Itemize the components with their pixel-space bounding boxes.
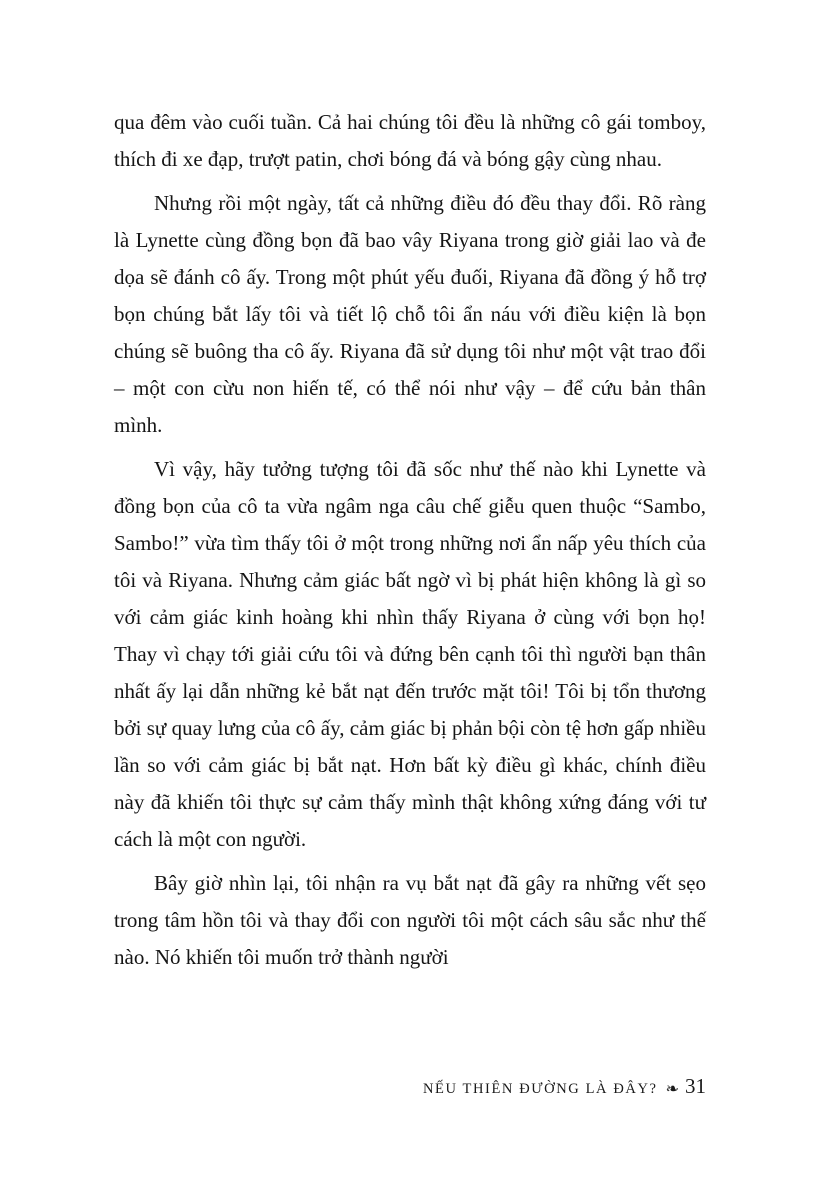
- body-paragraph: qua đêm vào cuối tuần. Cả hai chúng tôi đều là những cô gái tomboy, thích đi xe đạp, trượt patin, chơi bóng đá và bóng gậy cùng nhau.: [114, 110, 706, 171]
- fleuron-ornament-icon: ❧: [665, 1079, 679, 1098]
- footer-page-number: 31: [685, 1074, 706, 1098]
- page-body-text: [114, 104, 706, 983]
- body-paragraph: Bây giờ nhìn lại, tôi nhận ra vụ bắt nạt đã gây ra những vết sẹo trong tâm hồn tôi và thay đổi con người tôi một cách sâu sắc như thế nào. Nó khiến tôi muốn trở thành người: [114, 871, 706, 969]
- page-footer: [114, 1074, 706, 1099]
- body-paragraph: Vì vậy, hãy tưởng tượng tôi đã sốc như thế nào khi Lynette và đồng bọn của cô ta vừa ngâm nga câu chế giễu quen thuộc “Sambo, Sambo!” vừa tìm thấy tôi ở một trong những nơi ẩn nấp yêu thích của tôi và Riyana. Nhưng cảm giác bất ngờ vì bị phát hiện không là gì so với cảm giác kinh hoàng khi nhìn thấy Riyana ở cùng với bọn họ! Thay vì chạy tới giải cứu tôi và đứng bên cạnh tôi thì người bạn thân nhất ấy lại dẫn những kẻ bắt nạt đến trước mặt tôi! Tôi bị tổn thương bởi sự quay lưng của cô ấy, cảm giác bị phản bội còn tệ hơn gấp nhiều lần so với cảm giác bị bắt nạt. Hơn bất kỳ điều gì khác, chính điều này đã khiến tôi thực sự cảm thấy mình thật không xứng đáng với tư cách là một con người.: [114, 457, 706, 851]
- footer-book-title: NẾU THIÊN ĐƯỜNG LÀ ĐÂY?: [422, 1081, 658, 1097]
- body-paragraph: Nhưng rồi một ngày, tất cả những điều đó đều thay đổi. Rõ ràng là Lynette cùng đồng bọn đã bao vây Riyana trong giờ giải lao và đe dọa sẽ đánh cô ấy. Trong một phút yếu đuối, Riyana đã đồng ý hỗ trợ bọn chúng bắt lấy tôi và tiết lộ chỗ tôi ẩn náu với điều kiện là bọn chúng sẽ buông tha cô ấy. Riyana đã sử dụng tôi như một vật trao đổi – một con cừu non hiến tế, có thể nói như vậy – để cứu bản thân mình.: [114, 191, 706, 437]
